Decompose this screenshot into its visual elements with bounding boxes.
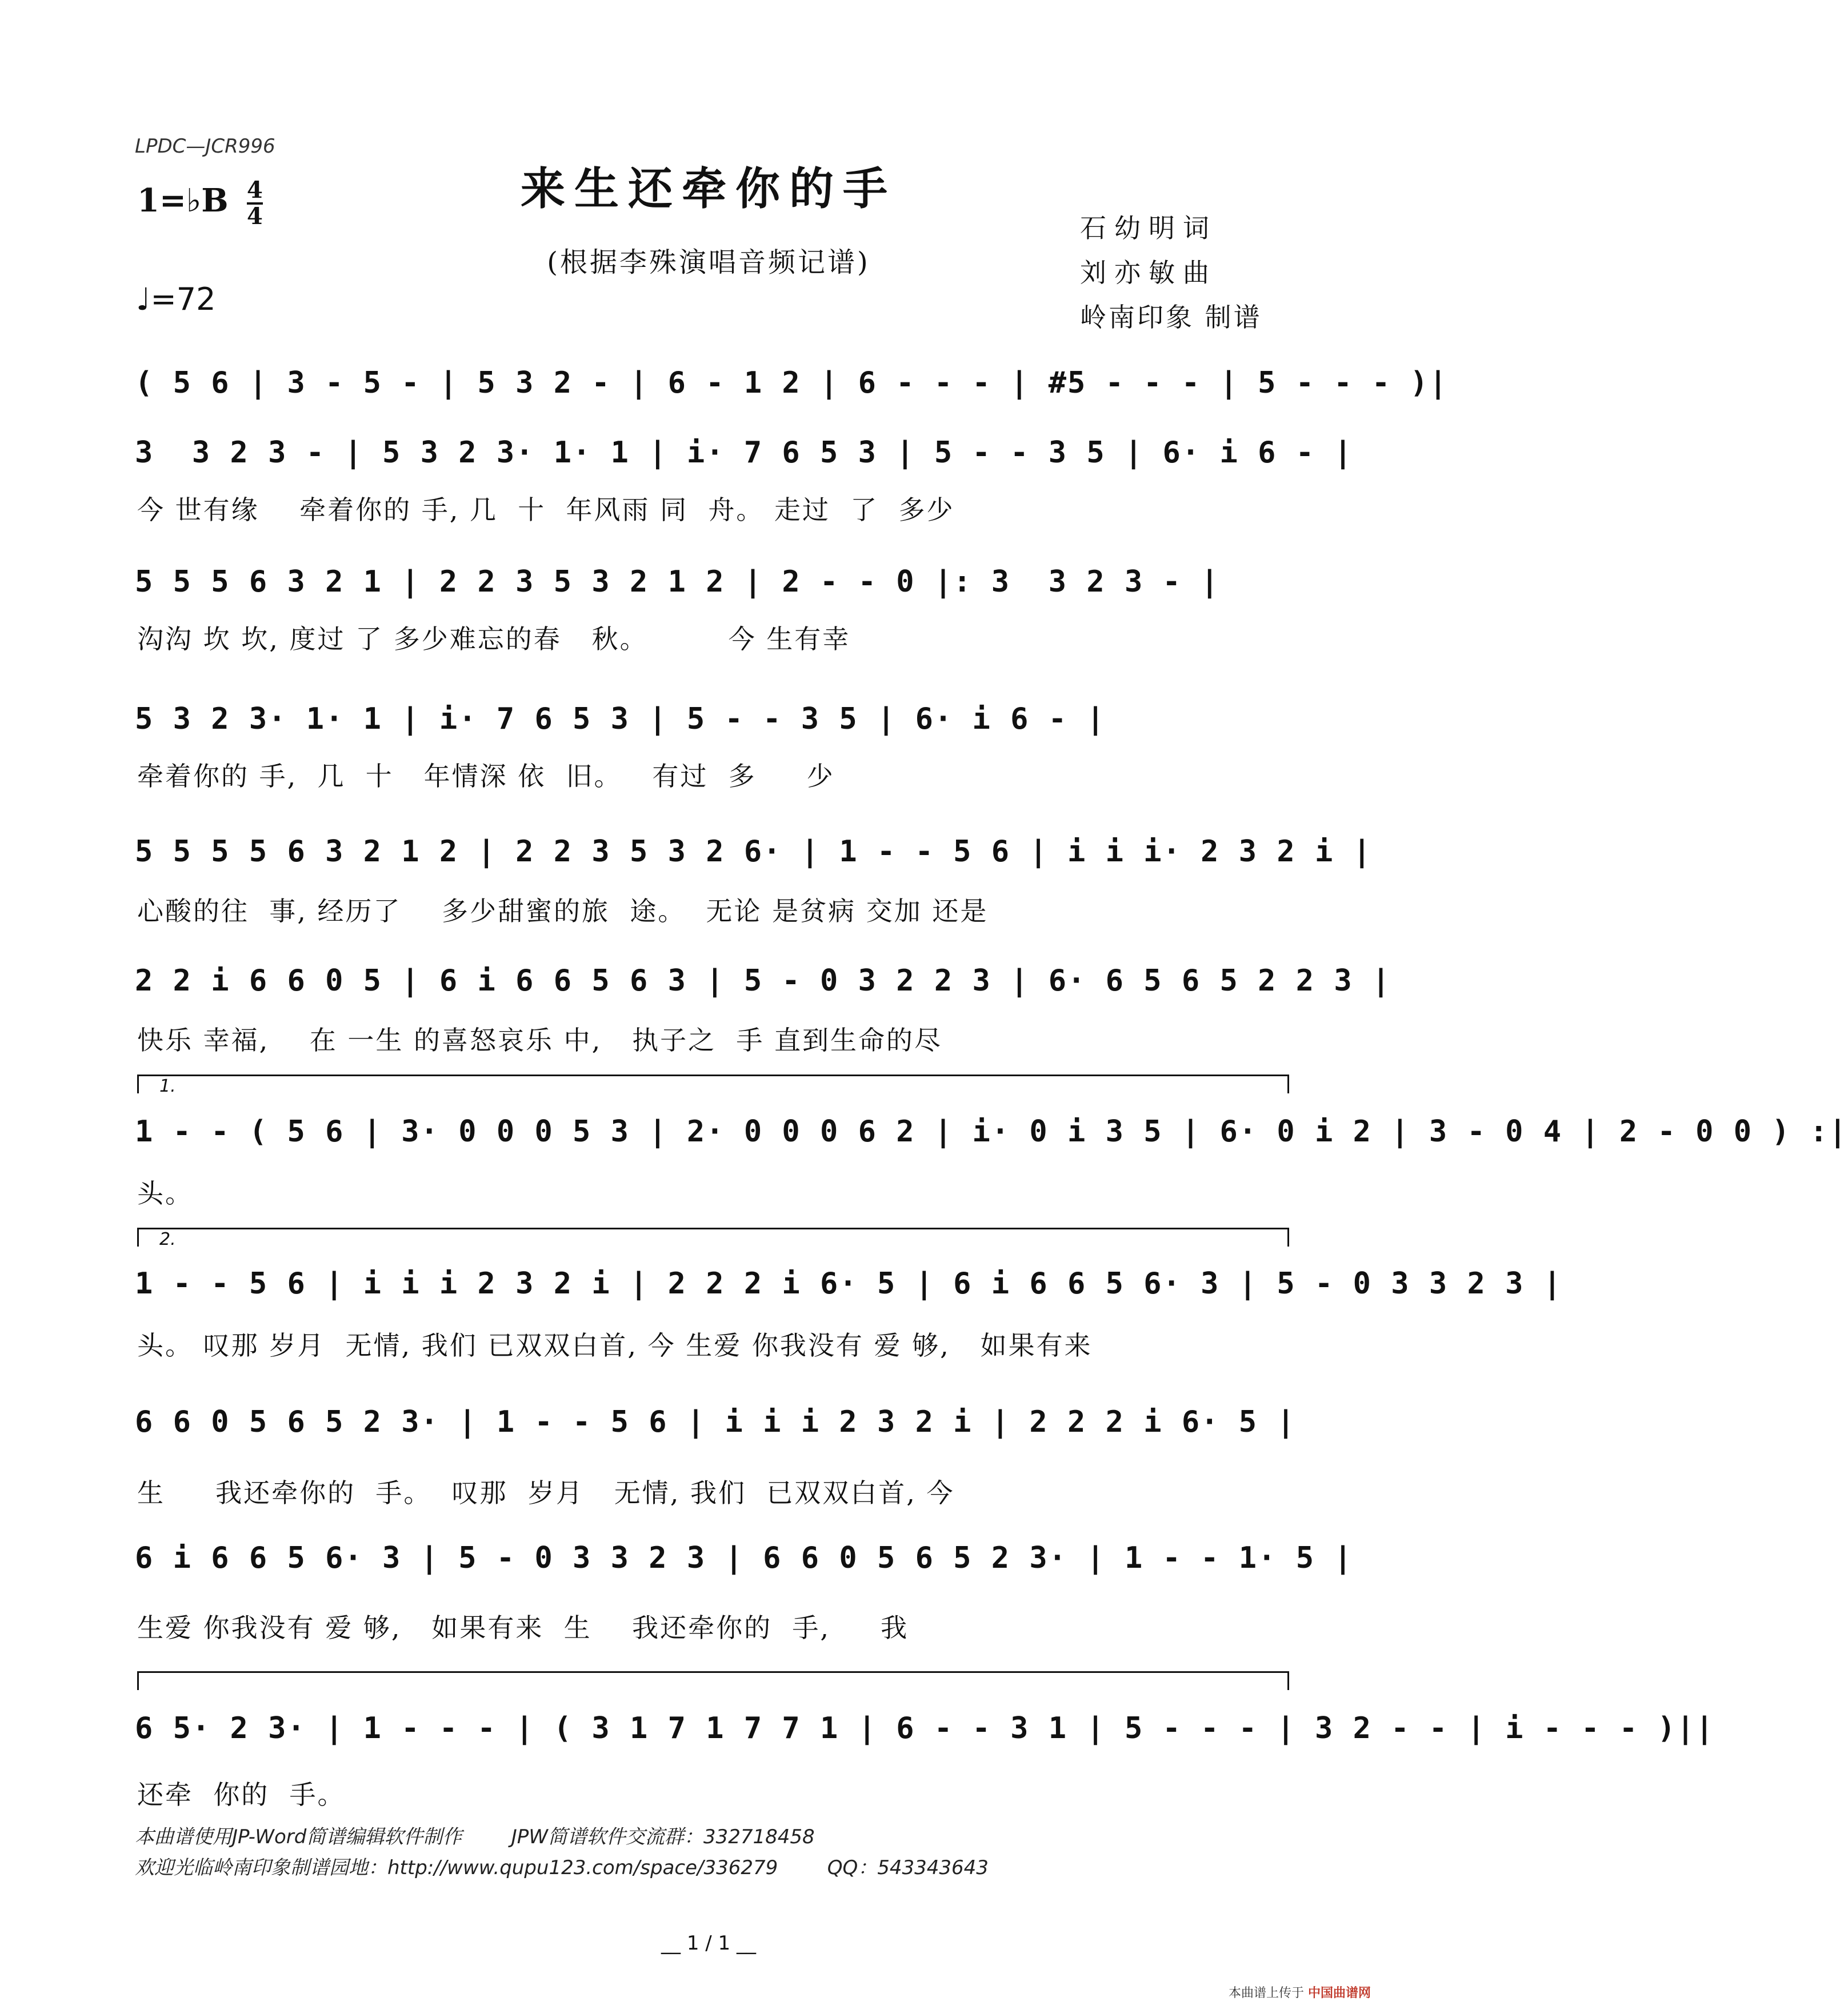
lyric-line: 快乐 幸福, 在 一生 的喜怒哀乐 中, 执子之 手 直到生命的尽	[137, 1025, 942, 1056]
lyric-line: 生 我还牵你的 手。 叹那 岁月 无情, 我们 已双双白首, 今	[137, 1477, 955, 1508]
score-line: 3 3 2 3 - | 5 3 2 3· 1· 1 | i· 7 6 5 3 | 5 - - 3 5 | 6· i 6 - |	[135, 436, 1353, 470]
footer-line-1: 本曲谱使用JP-Word简谱编辑软件制作 JPW简谱软件交流群：332718458	[135, 1826, 815, 1848]
lyric-line: 还牵 你的 手。	[137, 1779, 346, 1810]
meter-top: 4	[247, 177, 263, 203]
lyric-line: 今 世有缘 牵着你的 手, 几 十 年风雨 同 舟。 走过 了 多少	[137, 494, 955, 525]
key-signature: 1=♭B	[137, 182, 229, 219]
score-line: 1 - - ( 5 6 | 3· 0 0 0 5 3 | 2· 0 0 0 6 2 | i· 0 i 3 5 | 6· 0 i 2 | 3 - 0 4 | 2 - 0 0 ) :|	[135, 1115, 1848, 1149]
volta-label: 2.	[159, 1229, 176, 1249]
lyric-line: 头。 叹那 岁月 无情, 我们 已双双白首, 今 生爱 你我没有 爱 够, 如果有来	[137, 1330, 1093, 1361]
arranger: 岭南印象 制谱	[1080, 302, 1262, 333]
upload-stamp	[1229, 1983, 1371, 2001]
lyric-line: 牵着你的 手, 几 十 年情深 依 旧。 有过 多 少	[137, 761, 835, 792]
score-line: 5 3 2 3· 1· 1 | i· 7 6 5 3 | 5 - - 3 5 | 6· i 6 - |	[135, 702, 1106, 736]
score-code: LPDC—JCR996	[135, 135, 275, 158]
meter-bottom: 4	[247, 203, 263, 230]
lyric-line: 沟沟 坎 坎, 度过 了 多少难忘的春 秋。 今 生有幸	[137, 624, 851, 654]
volta-bracket-1	[137, 1075, 1289, 1096]
song-title: 来生还牵你的手	[520, 163, 897, 215]
lyric-line: 生爱 你我没有 爱 够, 如果有来 生 我还牵你的 手, 我	[137, 1612, 909, 1643]
stamp-prefix: 本曲谱上传于	[1229, 1986, 1305, 2000]
volta-label: 1.	[159, 1076, 176, 1096]
volta-bracket-2	[137, 1228, 1289, 1247]
score-line: 6 6 0 5 6 5 2 3· | 1 - - 5 6 | i i i 2 3 2 i | 2 2 2 i 6· 5 |	[135, 1405, 1296, 1439]
lyricist: 石幼明词	[1080, 213, 1217, 243]
song-subtitle: (根据李殊演唱音频记谱)	[547, 246, 870, 278]
footer-line-2: 欢迎光临岭南印象制谱园地：http://www.qupu123.com/space/336279 QQ：543343643	[135, 1856, 989, 1879]
credits	[1080, 206, 1262, 340]
page-number: __ 1 / 1 __	[661, 1932, 756, 1955]
site-logo: 中国曲谱网	[1308, 1986, 1371, 2000]
time-signature	[247, 178, 263, 229]
volta-bracket-3	[137, 1671, 1289, 1690]
score-line: 1 - - 5 6 | i i i 2 3 2 i | 2 2 2 i 6· 5 | 6 i 6 6 5 6· 3 | 5 - 0 3 3 2 3 |	[135, 1267, 1562, 1301]
lyric-line: 心酸的往 事, 经历了 多少甜蜜的旅 途。 无论 是贫病 交加 还是	[137, 896, 989, 926]
score-line: ( 5 6 | 3 - 5 - | 5 3 2 - | 6 - 1 2 | 6 - - - | #5 - - - | 5 - - - )|	[135, 366, 1449, 400]
composer: 刘亦敏曲	[1080, 257, 1217, 288]
score-line: 2 2 i 6 6 0 5 | 6 i 6 6 5 6 3 | 5 - 0 3 2 2 3 | 6· 6 5 6 5 2 2 3 |	[135, 964, 1391, 998]
score-line: 6 5· 2 3· | 1 - - - | ( 3 1 7 1 7 7 1 | 6 - - 3 1 | 5 - - - | 3 2 - - | i - - - )||	[135, 1711, 1715, 1746]
score-line: 5 5 5 6 3 2 1 | 2 2 3 5 3 2 1 2 | 2 - - 0 |: 3 3 2 3 - |	[135, 565, 1220, 599]
score-line: 6 i 6 6 5 6· 3 | 5 - 0 3 3 2 3 | 6 6 0 5 6 5 2 3· | 1 - - 1· 5 |	[135, 1541, 1353, 1575]
tempo-mark: ♩=72	[136, 281, 216, 317]
score-line: 5 5 5 5 6 3 2 1 2 | 2 2 3 5 3 2 6· | 1 - - 5 6 | i i i· 2 3 2 i |	[135, 834, 1372, 869]
lyric-line: 头。	[137, 1178, 193, 1209]
